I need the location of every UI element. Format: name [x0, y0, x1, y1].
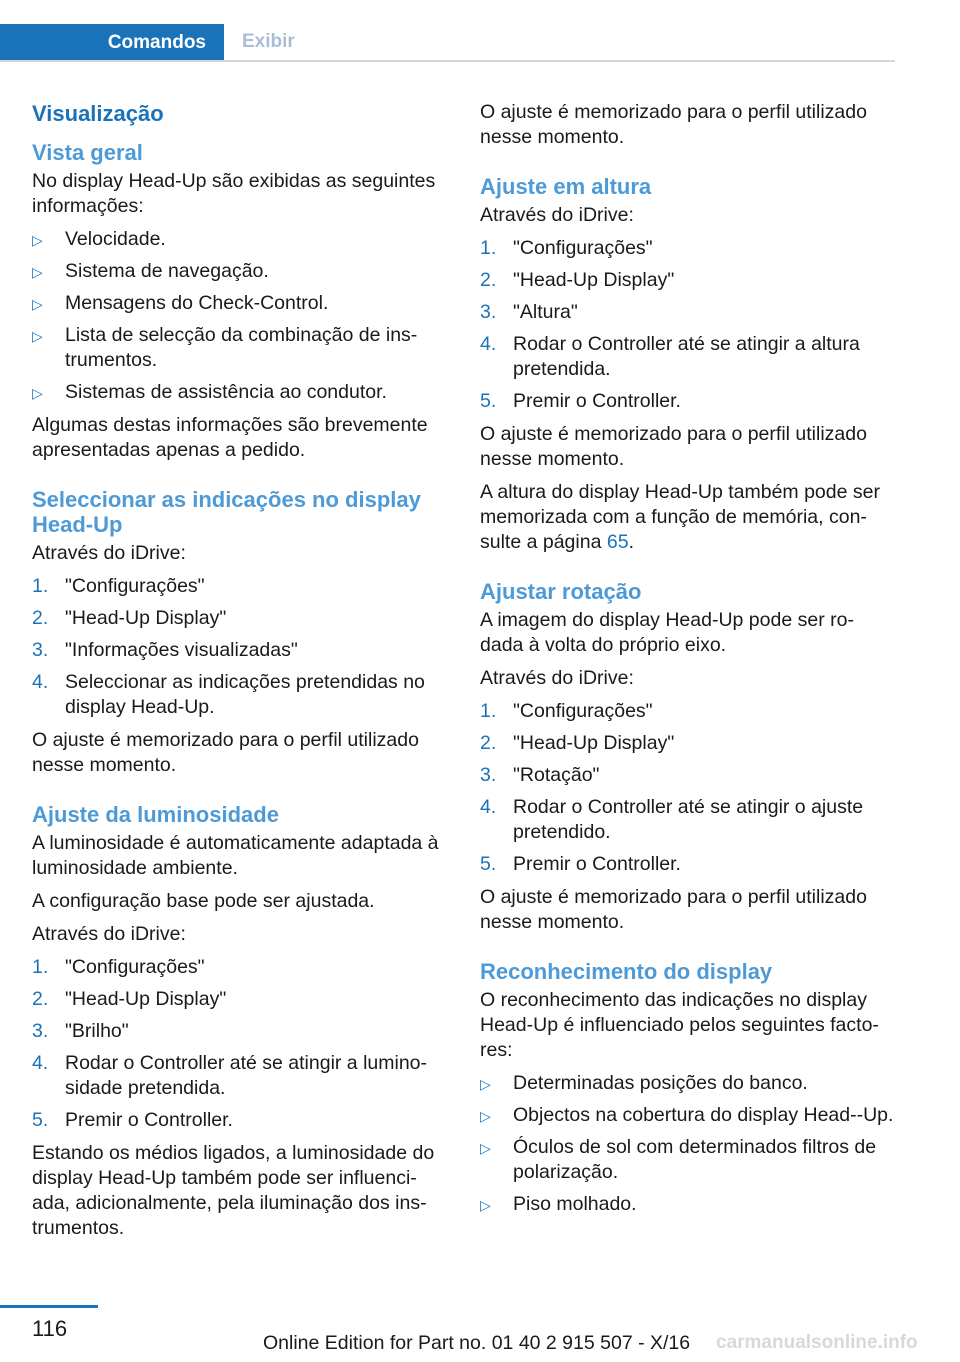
paragraph: Através do iDrive:	[32, 542, 186, 564]
list-item: 1. "Configurações"	[32, 956, 205, 978]
step-number: 2.	[480, 732, 497, 754]
paragraph: A luminosidade é automaticamente adaptada à luminosidade ambiente.	[32, 832, 439, 879]
paragraph: Através do iDrive:	[480, 204, 634, 226]
paragraph: O ajuste é memorizado para o perfil utilizado nesse momento.	[32, 729, 419, 776]
heading-select-indications: Seleccionar as indicações no display Head-Up	[32, 487, 421, 537]
step-number: 1.	[32, 575, 49, 597]
paragraph-memory: A altura do display Head-Up também pode ser memorizada com a função de memória, con-sulte a página 65.	[480, 481, 880, 553]
right-column	[480, 100, 895, 1241]
paragraph: Através do iDrive:	[32, 923, 186, 945]
list-item: ▷ Óculos de sol com determinados filtros de polarização.	[480, 1136, 877, 1183]
list-item: 2. "Head-Up Display"	[32, 607, 227, 629]
triangle-bullet-icon: ▷	[32, 296, 43, 312]
list-item: 1. "Configurações"	[480, 700, 653, 722]
step-number: 2.	[480, 269, 497, 291]
paragraph: No display Head-Up são exibidas as seguintes informações:	[32, 170, 436, 217]
paragraph: A configuração base pode ser ajustada.	[32, 890, 375, 912]
paragraph: Estando os médios ligados, a luminosidade do display Head-Up também pode ser influenci-ada, adicionalmente, pela iluminação dos ins-trumentos.	[32, 1142, 435, 1239]
list-item: 2. "Head-Up Display"	[480, 269, 675, 291]
section-rotation	[480, 579, 895, 935]
paragraph: A imagem do display Head-Up pode ser ro-dada à volta do próprio eixo.	[480, 609, 854, 656]
step-number: 2.	[32, 607, 49, 629]
list-item: 3. "Rotação"	[480, 764, 600, 786]
list-item: ▷ Mensagens do Check-Control.	[32, 291, 447, 316]
header-rule	[0, 60, 895, 62]
list-item: 1. "Configurações"	[32, 575, 205, 597]
list-item: 1. "Configurações"	[480, 237, 653, 259]
heading-recognition: Reconhecimento do display	[480, 959, 773, 984]
list-item: ▷ Lista de selecção da combinação de ins-trumentos.	[32, 324, 418, 371]
edition-note: Online Edition for Part no. 01 40 2 915 507 - X/16	[263, 1332, 691, 1354]
paragraph: Algumas destas informações são brevemente apresentadas apenas a pedido.	[32, 414, 428, 461]
watermark: carmanualsonline.info	[716, 1332, 918, 1353]
bullet-list	[32, 227, 447, 405]
list-item: ▷ Determinadas posições do banco.	[480, 1071, 895, 1096]
step-number: 3.	[32, 1020, 49, 1042]
step-number: 3.	[480, 301, 497, 323]
step-number: 3.	[480, 764, 497, 786]
paragraph: Através do iDrive:	[480, 667, 634, 689]
section-top-note	[480, 100, 895, 150]
triangle-bullet-icon: ▷	[32, 264, 43, 280]
paragraph: O ajuste é memorizado para o perfil utilizado nesse momento.	[480, 423, 867, 470]
numbered-list	[32, 574, 447, 720]
step-number: 1.	[480, 237, 497, 259]
triangle-bullet-icon: ▷	[480, 1197, 491, 1213]
triangle-bullet-icon: ▷	[480, 1076, 491, 1092]
list-item: 2. "Head-Up Display"	[480, 732, 675, 754]
step-number: 4.	[480, 333, 497, 355]
numbered-list	[480, 236, 895, 414]
paragraph: O ajuste é memorizado para o perfil utilizado nesse momento.	[480, 886, 867, 933]
list-item: 4. Rodar o Controller até se atingir o ajuste pretendido.	[480, 796, 864, 843]
header-tabs	[0, 24, 895, 62]
bullet-list	[480, 1071, 895, 1217]
triangle-bullet-icon: ▷	[32, 232, 43, 248]
step-number: 1.	[32, 956, 49, 978]
page-reference-link[interactable]: 65	[606, 531, 629, 553]
triangle-bullet-icon: ▷	[480, 1140, 491, 1156]
page-number: 116	[32, 1316, 68, 1341]
section-height	[480, 174, 895, 555]
list-item: ▷ Piso molhado.	[480, 1192, 895, 1217]
heading-overview: Vista geral	[32, 140, 143, 165]
step-number: 3.	[32, 639, 49, 661]
heading-height: Ajuste em altura	[480, 174, 652, 199]
list-item: 3. "Informações visualizadas"	[32, 639, 298, 661]
heading-rotation: Ajustar rotação	[480, 579, 642, 604]
section-title: Visualização	[32, 101, 164, 126]
tab-exibir[interactable]: Exibir	[242, 31, 295, 52]
section-overview	[32, 140, 447, 463]
list-item: 3. "Altura"	[480, 301, 578, 323]
list-item: 5. Premir o Controller.	[480, 853, 681, 875]
list-item: ▷ Velocidade.	[32, 227, 447, 252]
step-number: 4.	[32, 671, 49, 693]
list-item: 5. Premir o Controller.	[32, 1109, 233, 1131]
triangle-bullet-icon: ▷	[32, 385, 43, 401]
step-number: 2.	[32, 988, 49, 1010]
step-number: 5.	[480, 853, 497, 875]
heading-brightness: Ajuste da luminosidade	[32, 802, 279, 827]
triangle-bullet-icon: ▷	[32, 328, 43, 344]
section-select-indications	[32, 487, 447, 778]
list-item: 3. "Brilho"	[32, 1020, 129, 1042]
paragraph: O ajuste é memorizado para o perfil utilizado nesse momento.	[480, 101, 867, 148]
step-number: 5.	[480, 390, 497, 412]
list-item: 2. "Head-Up Display"	[32, 988, 227, 1010]
list-item: ▷ Sistemas de assistência ao condutor.	[32, 380, 447, 405]
step-number: 4.	[32, 1052, 49, 1074]
section-brightness	[32, 802, 447, 1241]
list-item: 4. Rodar o Controller até se atingir a lumino-sidade pretendida.	[32, 1052, 428, 1099]
numbered-list	[32, 955, 447, 1133]
triangle-bullet-icon: ▷	[480, 1108, 491, 1124]
step-number: 5.	[32, 1109, 49, 1131]
tab-comandos[interactable]: Comandos	[0, 24, 224, 62]
step-number: 4.	[480, 796, 497, 818]
list-item: ▷ Sistema de navegação.	[32, 259, 447, 284]
paragraph: O reconhecimento das indicações no display Head-Up é influenciado pelos seguintes facto-res:	[480, 989, 879, 1061]
list-item: ▷ Objectos na cobertura do display Head--Up.	[480, 1103, 895, 1128]
list-item: 5. Premir o Controller.	[480, 390, 681, 412]
section-recognition	[480, 959, 895, 1217]
footer-rule	[0, 1305, 98, 1308]
list-item: 4. Rodar o Controller até se atingir a altura pretendida.	[480, 333, 860, 380]
step-number: 1.	[480, 700, 497, 722]
numbered-list	[480, 699, 895, 877]
left-column	[32, 100, 447, 1265]
list-item: 4. Seleccionar as indicações pretendidas no display Head-Up.	[32, 671, 425, 718]
